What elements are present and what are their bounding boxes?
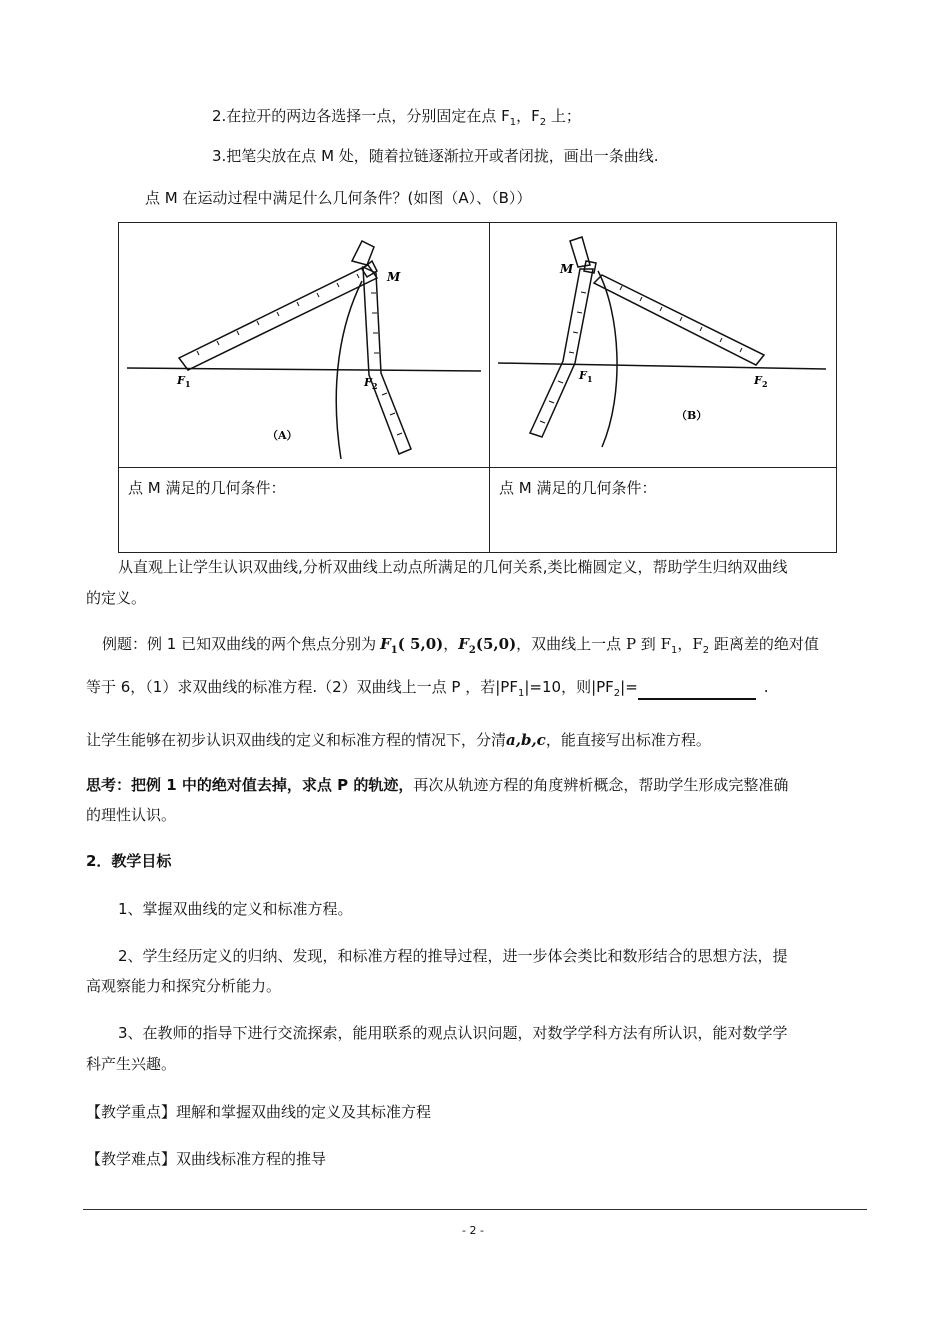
label-f1-b-sub: 1 bbox=[587, 374, 593, 384]
label-f2-b: F bbox=[754, 374, 762, 387]
difficulty: 【教学难点】双曲线标准方程的推导 bbox=[86, 1150, 327, 1168]
goal-2-line-2: 高观察能力和探究分析能力。 bbox=[86, 977, 282, 995]
condition-a-cell bbox=[119, 468, 490, 553]
think-line-2: 的理性认识。 bbox=[86, 806, 177, 824]
intuition-line-2: 的定义。 bbox=[86, 589, 147, 607]
label-f1-b: F bbox=[579, 369, 587, 382]
goal-1: 1、掌握双曲线的定义和标准方程。 bbox=[118, 900, 353, 918]
figure-a-cell bbox=[119, 223, 490, 468]
step-3-text: 3.把笔尖放在点 M 处，随着拉链逐渐拉开或者闭拢，画出一条曲线. bbox=[212, 147, 659, 165]
figure-b-cell bbox=[490, 223, 837, 468]
figure-b-drawing bbox=[490, 223, 836, 463]
key-point: 【教学重点】理解和掌握双曲线的定义及其标准方程 bbox=[86, 1103, 432, 1121]
condition-b-cell bbox=[490, 468, 837, 553]
figure-table bbox=[118, 222, 837, 553]
label-f1-a: F bbox=[177, 374, 185, 387]
label-m-b: M bbox=[560, 262, 574, 276]
label-f1-a-sub: 1 bbox=[185, 379, 191, 389]
label-f2-a-sub: 2 bbox=[372, 381, 378, 391]
goal-3-line-2: 科产生兴趣。 bbox=[86, 1055, 177, 1073]
page-number: - 2 - bbox=[462, 1224, 484, 1237]
step-2-text: 2.在拉开的两边各选择一点，分别固定在点 $F_1$，$F_2$ 上； bbox=[212, 107, 581, 128]
label-m-a: M bbox=[387, 270, 401, 284]
condition-b-text: 点 M 满足的几何条件： bbox=[499, 479, 657, 497]
section-heading: 2．教学目标 bbox=[86, 852, 172, 870]
caption-a: （A） bbox=[267, 429, 298, 442]
example-line-1: 例题：例 1 已知双曲线的两个焦点分别为 $F_1$( 5,0)，$F_2(5,0)$，双曲线上一点 P 到 $F_1$，$F_2$ 距离差的绝对值 bbox=[102, 635, 819, 656]
label-f2-b-sub: 2 bbox=[762, 379, 768, 389]
footer-divider bbox=[83, 1209, 867, 1210]
caption-b: （B） bbox=[676, 409, 708, 422]
abc-paragraph: 让学生能够在初步认识双曲线的定义和标准方程的情况下，分清a,b,c，能直接写出标准方程。 bbox=[86, 731, 711, 749]
goal-2-line-1: 2、学生经历定义的归纳、发现，和标准方程的推导过程，进一步体会类比和数形结合的思想方法，提 bbox=[118, 947, 788, 965]
question-text: 点 M 在运动过程中满足什么几何条件？(如图（A）、（B）） bbox=[145, 189, 532, 207]
figure-a-drawing bbox=[119, 223, 489, 463]
think-line-1: 思考：把例 1 中的绝对值去掉，求点 P 的轨迹，再次从轨迹方程的角度辨析概念，帮助学生形成完整准确 bbox=[86, 776, 789, 794]
example-line-2: 等于 6，（1）求双曲线的标准方程.（2）双曲线上一点 P ，若$|PF_1|=10$，则$|PF_2|=$ . bbox=[86, 678, 769, 699]
goal-3-line-1: 3、在教师的指导下进行交流探索，能用联系的观点认识问题，对数学学科方法有所认识，能对数学学 bbox=[118, 1024, 788, 1042]
intuition-line-1: 从直观上让学生认识双曲线,分析双曲线上动点所满足的几何关系,类比椭圆定义，帮助学生归纳双曲线 bbox=[118, 558, 788, 576]
label-f2-a: F bbox=[364, 376, 372, 389]
answer-blank bbox=[638, 682, 756, 700]
condition-a-text: 点 M 满足的几何条件： bbox=[128, 479, 286, 497]
